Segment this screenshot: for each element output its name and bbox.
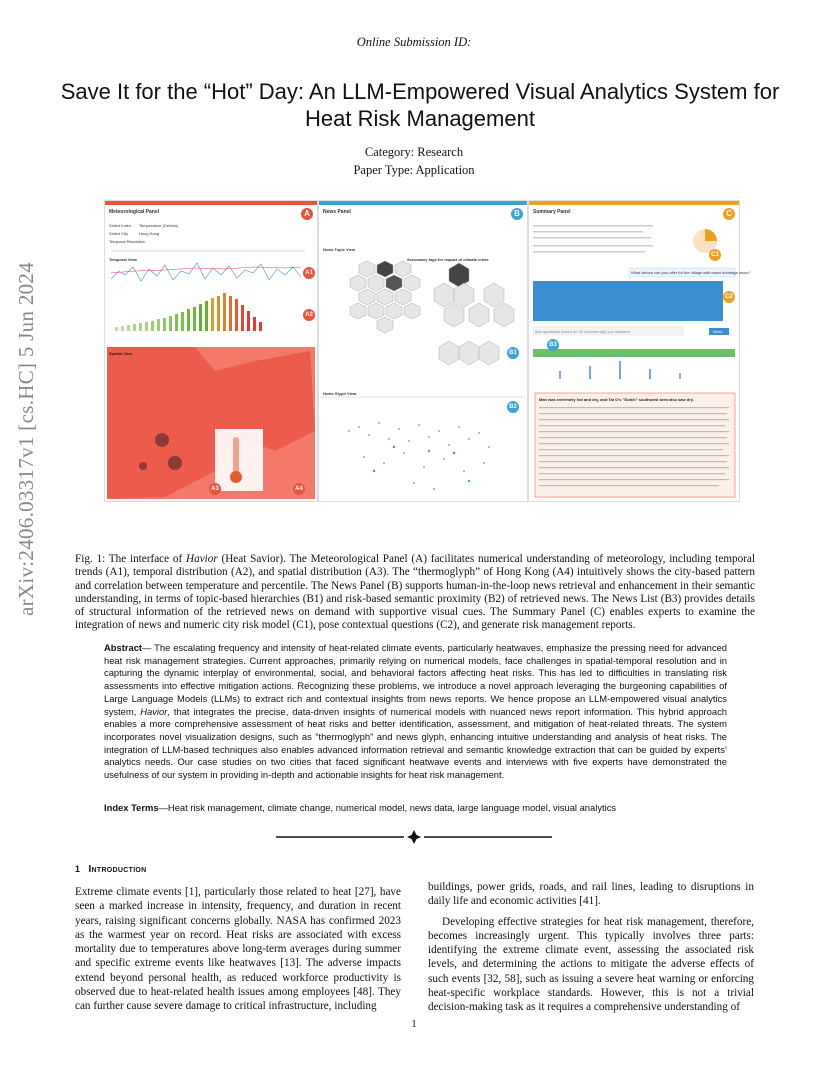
badge-a2: A2 bbox=[303, 309, 315, 321]
abstract-text-1: — The escalating frequency and intensity of heat-related climate events, particularly heatwaves, emphasize the pressing need for advanced heat risk management strategies. Current approaches, primarily relying on numerical models, face challenges in spatial-temporal resolution and in capturing the dynamic interplay of environmental, social, and behavioral factors affecting heat risks. This has led to difficulties in translating risk assessments into effective mitigation actions. Recognizing these problems, we introduce a novel approach leveraging the burgeoning capabilities of Large Language Models (LLMs) to extract rich and contextual insights from news reports. We hence propose an LLM-empowered visual analytics system, bbox=[104, 642, 727, 717]
panel-c-graphics bbox=[529, 201, 739, 501]
panel-c-title: Summary Panel bbox=[533, 209, 571, 215]
badge-c1: C1 bbox=[709, 249, 721, 261]
caption-text: (Heat Savior). The Meteorological Panel (A) facilitates numerical understanding of meteorology, including temporal trends (A1), temporal distribution (A2), and spatial distribution (A3). The “thermoglyph” of Hong Kong (A4) intuitively shows the city-based pattern and correlation between temperature and percentile. The News Panel (B) supports human-in-the-loop news retrieval and enhancement in their semantic understanding, in terms of topic-based hierarchies (B1) and risk-based semantic proximity (B2) of retrieved news. The News List (B3) provides details of structural information of the retrieved news on demand with supportive visual cues. The Summary Panel (C) enables experts to examine the integration of news and numeric city risk model (C1), pose contextual questions (C2), and generate risk management reports. bbox=[75, 553, 756, 632]
abstract-label: Abstract bbox=[104, 642, 143, 653]
news-topic-view-label: News Topic View bbox=[323, 247, 356, 252]
panel-a-title: Meteorological Panel bbox=[109, 209, 160, 215]
badge-c: C bbox=[723, 208, 735, 220]
index-terms-text: —Heat risk management, climate change, numerical model, news data, large language model, visual analytics bbox=[158, 802, 617, 813]
send-button[interactable]: Send bbox=[713, 329, 723, 334]
field-index-value: Temperature (Celsius) bbox=[139, 223, 179, 228]
news-panel bbox=[318, 200, 528, 502]
abstract-system-name: Havior bbox=[140, 705, 168, 717]
panel-a-graphics bbox=[105, 201, 317, 501]
section-title: Introduction bbox=[88, 864, 147, 875]
ask-input[interactable]: Ask questions based on 30 document(s) you selected bbox=[535, 329, 630, 334]
badge-c2: C2 bbox=[723, 291, 735, 303]
temporal-view-label: Temporal View bbox=[109, 257, 137, 262]
paper-title: Save It for the “Hot” Day: An LLM-Empowered Visual Analytics System for Heat Risk Management bbox=[60, 79, 780, 131]
panel-b-graphics bbox=[319, 201, 527, 501]
field-index: Select Index bbox=[109, 223, 132, 228]
field-city-value: Hong Kong bbox=[139, 231, 160, 236]
paper-type: Paper Type: Application bbox=[353, 163, 475, 177]
panel-b-title: News Panel bbox=[323, 209, 351, 215]
histogram-bars bbox=[115, 293, 262, 331]
spatial-view-label: Spatial View bbox=[109, 351, 133, 356]
index-terms bbox=[104, 802, 727, 815]
paper-category: Category: Research bbox=[364, 145, 464, 159]
section-heading bbox=[75, 864, 147, 875]
news-item-title: Man was extremely hot and dry, and Tai O's "Dutch" southwest area also saw dry. bbox=[539, 397, 694, 402]
section-divider bbox=[0, 829, 828, 845]
page-number: 1 bbox=[411, 1018, 417, 1030]
field-resolution: Temporal Resolution bbox=[109, 239, 146, 244]
body-right-paragraph-2: Developing effective strategies for heat risk management, therefore, becomes increasingly urgent. This typically involves three parts: identifying the extreme climate event, assessing the associated risk levels, and determining the actions to mitigate the adverse effects of such events [32, 58], such as issuing a severe heat warning or enforcing heat-specific workplace standards. However, this is not a trivial decision-making task as it requires a comprehensive understanding of bbox=[428, 915, 754, 1014]
badge-a3: A3 bbox=[209, 483, 221, 495]
abstract-text-2: , that integrates the precise, data-driven insights of numerical models with nuanced news report information. This hybrid approach enables a more comprehensive assessment of heat risks and better identification, assessment, and mitigation of heat-related threats. The system incorporates novel visualization designs, such as “thermoglyph” and news glyph, enhancing intuitive understanding and analysis of heat risks. The integration of LLM-based techniques also enables advanced information retrieval and semantic knowledge extraction that can be guided by experts’ analytics needs. Our case studies on two cities that faced significant heatwave events and interviews with five experts have demonstrated the usefulness of our system in providing in-depth and actionable insights for heat risk management. bbox=[104, 705, 727, 781]
body-left-column: Extreme climate events [1], particularly those related to heat [27], have seen a marked increase in intensity, frequency, and duration in recent years, raising significant concerns globally. NASA has confirmed 2023 as the warmest year on record. Heat risks are associated with excess mortality due to temperatures above long-term averages during summer and specific extreme events like heatwaves [13]. The adverse impacts extend beyond personal health, as reduced workforce productivity is observed due to heat-related health issues among employees [48]. They can further cause severe damage to critical infrastructure, including bbox=[75, 886, 401, 1013]
summary-panel bbox=[528, 200, 751, 502]
secondary-tags-title: Secondary tags for impact of climate crisis bbox=[407, 257, 489, 262]
caption-label: Fig. 1: The interface of bbox=[75, 553, 183, 565]
submission-id: Online Submission ID: bbox=[356, 35, 472, 49]
arxiv-stamp: arXiv:2406.03317v1 [cs.HC] 5 Jun 2024 bbox=[14, 261, 38, 617]
badge-a4: A4 bbox=[293, 483, 305, 495]
field-city: Select City bbox=[109, 231, 129, 236]
section-number: 1 bbox=[75, 864, 81, 874]
contextual-question: What advice can you offer for the village with water shortage issue? bbox=[631, 270, 751, 275]
caption-system-name: Havior bbox=[186, 553, 218, 565]
figure-caption bbox=[75, 553, 755, 633]
teaser-figure bbox=[104, 200, 751, 500]
badge-a1: A1 bbox=[303, 267, 315, 279]
body-right-column bbox=[428, 880, 754, 1021]
meteorological-panel bbox=[104, 200, 318, 502]
badge-a: A bbox=[301, 208, 313, 220]
news-glyph-points bbox=[348, 422, 490, 490]
abstract bbox=[104, 642, 727, 782]
news-glyph-view-label: News Glyph View bbox=[323, 391, 357, 396]
badge-b3: B3 bbox=[547, 339, 559, 351]
badge-b2: B2 bbox=[507, 401, 519, 413]
badge-b1: B1 bbox=[507, 347, 519, 359]
index-terms-label: Index Terms bbox=[104, 802, 159, 813]
badge-b: B bbox=[511, 208, 523, 220]
body-right-paragraph-1: buildings, power grids, roads, and rail lines, leading to disruptions in daily life and economic activities [41]. bbox=[428, 881, 754, 908]
